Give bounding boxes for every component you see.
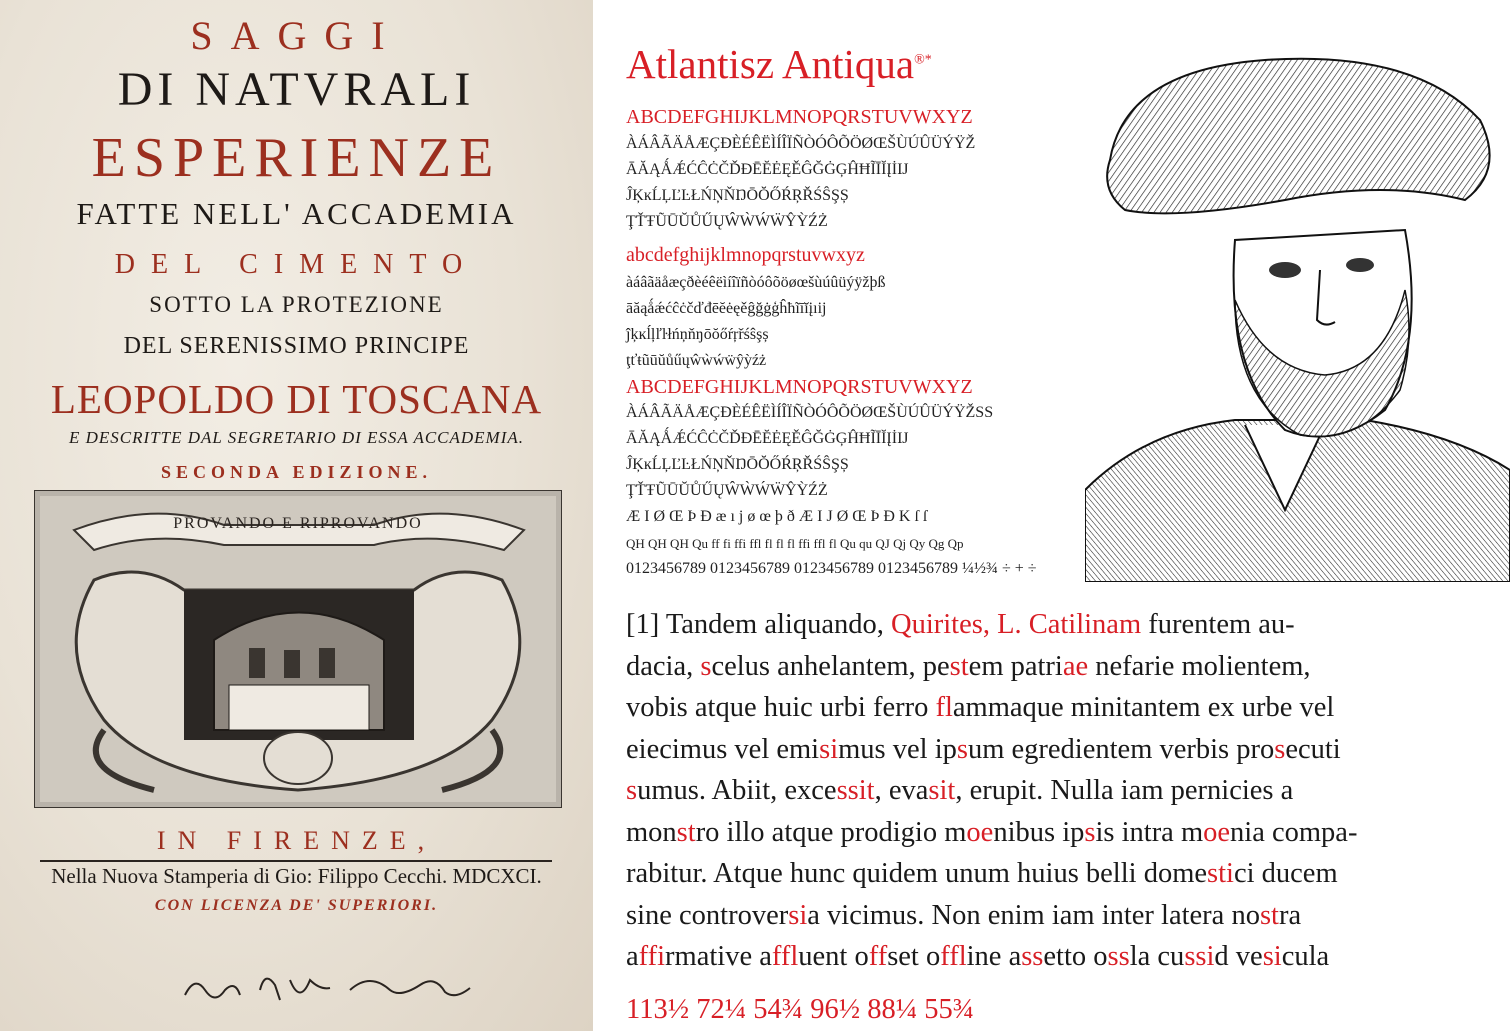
passage-line [626, 895, 1508, 937]
handwritten-signature [180, 960, 500, 1010]
specimen-row: ĀĂĄǺǼĆĈĊČĎĐĒĔĖĘĚĜĞĠĢĤĦĨĪĬĮİĲ [626, 161, 909, 178]
passage-text: rmative a [665, 941, 772, 972]
specimen-row: ĵķĸĺļľŀłńņňŋōŏőŕŗřśŝşș [626, 326, 769, 343]
specimen-title: Atlantisz Antiqua®* [626, 41, 932, 87]
passage-text: d ve [1214, 941, 1263, 972]
highlighted-glyphs: s [1084, 816, 1096, 848]
passage-text: is intra m [1095, 816, 1204, 848]
passage-text: cula [1281, 941, 1330, 972]
highlighted-glyphs: oe [1203, 816, 1231, 848]
passage-text: celus anhelantem, pe [711, 650, 950, 682]
passage-text: uent o [798, 941, 869, 972]
passage-text: etto o [1043, 941, 1108, 972]
passage-line [626, 812, 1508, 854]
sample-passage [626, 604, 1508, 978]
highlighted-glyphs: si [819, 733, 839, 765]
passage-text: mus vel ip [838, 733, 957, 765]
highlighted-glyphs: st [1259, 899, 1279, 931]
passage-line [626, 770, 1508, 812]
title-firenze: IN FIRENZE, [156, 826, 437, 855]
passage-text: nefarie molientem, [1088, 650, 1311, 682]
passage-text: rabitur. Atque hunc quidem unum huius belli dome [626, 858, 1208, 889]
highlighted-glyphs: st [676, 816, 696, 848]
specimen-row-smallcaps: ABCDEFGHIJKLMNOPQRSTUVWXYZ [626, 376, 973, 398]
highlighted-glyphs: ffi [638, 941, 666, 972]
portrait-engraving [1085, 40, 1510, 582]
highlighted-glyphs: si [1262, 941, 1282, 972]
specimen-row: ÀÁÂÃÄÅÆÇÐÈÉÊËÌÍÎÏÑÒÓÔÕÖØŒŠÙÚÛÜÝŸŽSS [626, 404, 994, 421]
highlighted-glyphs: ae [1062, 650, 1089, 682]
passage-text: ro illo atque prodigio m [695, 816, 967, 848]
mask-ornament [264, 732, 332, 784]
passage-text: umus. Abiit, exce [637, 775, 837, 806]
highlighted-glyphs: sit [928, 775, 956, 806]
title-page-image [0, 0, 593, 1031]
passage-line [626, 936, 1508, 978]
passage-text: nibus ip [993, 816, 1085, 848]
title-leopoldo: LEOPOLDO DI TOSCANA [50, 376, 543, 422]
title-license: CON LICENZA DE' SUPERIORI. [154, 897, 439, 914]
passage-line [626, 729, 1508, 771]
highlighted-glyphs: Quirites, L. Catilinam [891, 609, 1142, 640]
passage-text: ammaque minitantem ex urbe vel [952, 692, 1335, 723]
passage-text: set o [887, 941, 941, 972]
highlighted-glyphs: ss [1107, 941, 1130, 972]
passage-text: eiecimus vel emi [626, 733, 820, 765]
passage-line [626, 853, 1508, 895]
title-fatte: FATTE NELL' ACCADEMIA [76, 196, 517, 231]
specimen-row: ĀĂĄǺǼĆĈĊČĎĐĒĔĖĘĚĜĞĠĢĤĦĨĪĬĮİĲ [626, 430, 909, 447]
highlighted-glyphs: ssit [836, 775, 875, 806]
highlighted-glyphs: si [788, 899, 808, 931]
title-cimento: DEL CIMENTO [114, 249, 479, 280]
passage-text: em patri [968, 650, 1063, 682]
highlighted-glyphs: ssi [1184, 941, 1215, 972]
passage-text: nia compa- [1230, 816, 1358, 848]
highlighted-glyphs: sti [1207, 858, 1234, 889]
specimen-row: ŢŤŦŨŪŬŮŰŲŴẀẂẄŶỲŹŻ [626, 213, 828, 230]
imprint-rule [40, 860, 552, 862]
passage-text: [1] Tandem aliquando, [626, 609, 891, 640]
passage-text: a [626, 941, 639, 972]
specimen-row-lower: abcdefghijklmnopqrstuvwxyz [626, 244, 865, 266]
highlighted-glyphs: s [956, 733, 968, 765]
title-saggi: SAGGI [190, 13, 403, 58]
highlighted-glyphs: fl [935, 692, 953, 723]
passage-text: a vicimus. Non enim iam inter latera no [807, 899, 1260, 931]
highlighted-glyphs: s [700, 650, 712, 682]
motto-text: PROVANDO E RIPROVANDO [173, 515, 423, 532]
passage-line [626, 604, 1508, 646]
highlighted-glyphs: oe [966, 816, 994, 848]
passage-text: mon [626, 816, 677, 848]
passage-text: sine controver [626, 899, 789, 931]
title-principe: DEL SERENISSIMO PRINCIPE [123, 333, 470, 359]
highlighted-glyphs: s [626, 775, 638, 806]
specimen-row: àáâãäåæçðèéêëìíîïñòóôõöøœšùúûüýÿžþß [626, 274, 886, 291]
passage-text: vobis atque huic urbi ferro [626, 692, 936, 723]
specimen-row-upper: ABCDEFGHIJKLMNOPQRSTUVWXYZ [626, 106, 973, 128]
title-di-naturali: DI NATVRALI [117, 63, 476, 116]
passage-text: ine a [966, 941, 1022, 972]
title-edizione: SECONDA EDIZIONE. [160, 462, 433, 482]
passage-text: furentem au- [1141, 609, 1295, 640]
highlighted-glyphs: ffl [940, 941, 967, 972]
passage-text: , eva [874, 775, 929, 806]
specimen-row: ţťŧũūŭůűųŵẁẃẅŷỳźż [626, 352, 767, 369]
passage-text: um egredientem verbis pro [967, 733, 1275, 765]
specimen-row: ÀÁÂÃÄÅÆÇÐÈÉÊËÌÍÎÏÑÒÓÔÕÖØŒŠÙÚÛÜÝŸŽ [626, 135, 976, 152]
passage-line [626, 646, 1508, 688]
title-esperienze: ESPERIENZE [91, 127, 502, 189]
passage-text: , erupit. Nulla iam pernicies a [955, 775, 1294, 806]
passage-text: dacia, [626, 650, 701, 682]
highlighted-glyphs: ss [1021, 941, 1044, 972]
title-imprint: Nella Nuova Stamperia di Gio: Filippo Cecchi. MDCXCI. [51, 864, 542, 888]
passage-text: ra [1278, 899, 1302, 931]
title-descritte: E DESCRITTE DAL SEGRETARIO DI ESSA ACCADEMIA. [68, 428, 525, 447]
specimen-row: ĴĶĸĹĻĽĿŁŃŅŇŊŌŎŐŔŖŘŚŜŞȘ [626, 187, 849, 204]
font-specimen [622, 40, 1072, 582]
passage-text: ecuti [1285, 733, 1341, 765]
title-protezione: SOTTO LA PROTEZIONE [149, 292, 444, 317]
specimen-row: ŢŤŦŨŪŬŮŰŲŴẀẂẄŶỲŹŻ [626, 482, 828, 499]
highlighted-glyphs: ff [868, 941, 888, 972]
specimen-row: āăąǻǽćĉċčďđēĕėęěĝğġģĥħĩīĭįıĳ [626, 300, 827, 317]
specimen-row-ligatures: QH QH QH Qu ff fi ffi ffl fl fl fl ffi ffl fl Qu qu QJ Qj Qy Qg Qp [626, 536, 964, 551]
highlighted-glyphs: ffl [771, 941, 799, 972]
passage-text: ci ducem [1233, 858, 1338, 889]
specimen-row: ĴĶĸĹĻĽĿŁŃŅŇŊŌŎŐŔŖŘŚŜŞȘ [626, 456, 849, 473]
highlighted-glyphs: s [1274, 733, 1286, 765]
passage-text: la cu [1129, 941, 1185, 972]
passage-line [626, 687, 1508, 729]
specimen-row-ligatures: Æ I Ø Œ Þ Ð æ ı j ø œ þ ð Æ I J Ø Œ Þ Ð K ſ ſ [626, 508, 928, 525]
specimen-row-figures: 0123456789 0123456789 0123456789 0123456789 ¼½¾ ÷ + ÷ [626, 560, 1037, 577]
emblem-engraving [34, 490, 562, 808]
sample-fractions: 113½ 72¼ 54¾ 96½ 88¼ 55¾ [626, 994, 975, 1025]
highlighted-glyphs: st [949, 650, 969, 682]
